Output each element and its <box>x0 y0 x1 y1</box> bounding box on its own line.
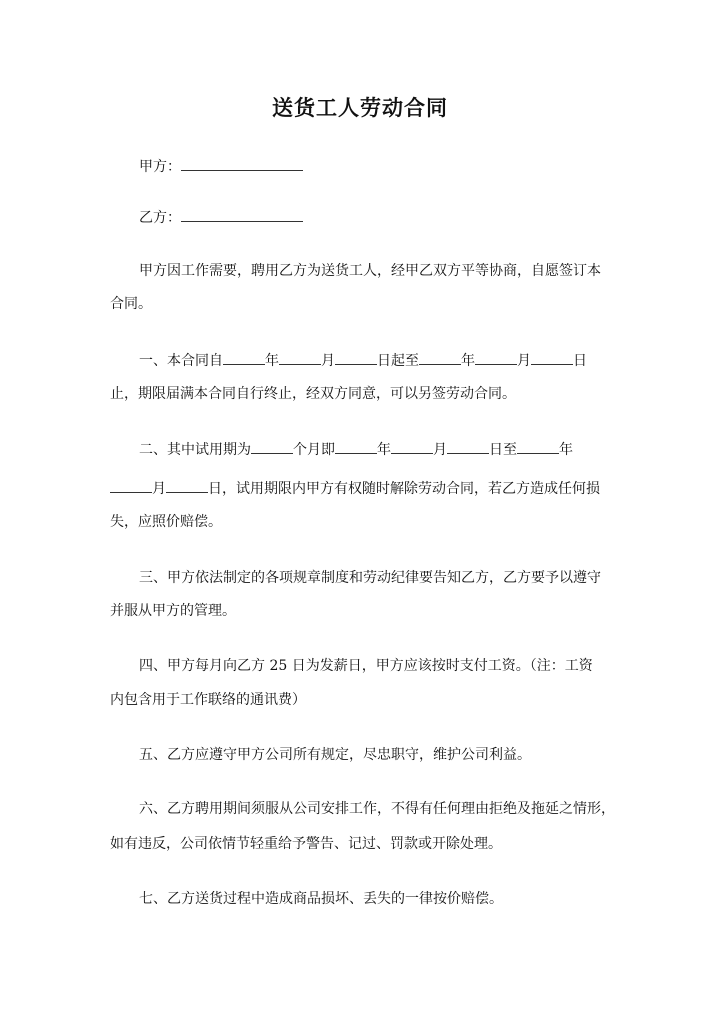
clause-4-line-2: 内包含用于工作联络的通讯费） <box>110 692 306 708</box>
clause-2-line-2 <box>110 478 600 499</box>
clause-2-text-a: 二、其中试用期为 <box>139 442 251 458</box>
intro-line-2: 合同。 <box>110 296 152 312</box>
clause-1-text-b: 年 <box>265 353 279 369</box>
clause-2-text-e: 日至 <box>489 442 517 458</box>
party-a-blank <box>181 156 303 171</box>
clause-2-text-f: 年 <box>559 442 573 458</box>
intro-line-1: 甲方因工作需要，聘用乙方为送货工人，经甲乙双方平等协商，自愿签订本 <box>139 263 601 279</box>
clause-2-blank-year-end <box>517 439 559 454</box>
clause-4-line-1: 四、甲方每月向乙方 25 日为发薪日，甲方应该按时支付工资。（注：工资 <box>139 658 593 674</box>
clause-6-line-2: 如有违反，公司依情节轻重给予警告、记过、罚款或开除处理。 <box>110 836 502 852</box>
clause-1-text-g: 日 <box>573 353 587 369</box>
clause-1-text-f: 月 <box>517 353 531 369</box>
clause-1-blank-year-start <box>223 350 265 365</box>
clause-2-text-g: 月 <box>152 481 166 497</box>
clause-2-blank-day-end <box>166 478 208 493</box>
clause-2-blank-months <box>251 439 293 454</box>
clause-2-text-b: 个月即 <box>293 442 335 458</box>
clause-2-text-h: 日，试用期限内甲方有权随时解除劳动合同，若乙方造成任何损 <box>208 481 600 497</box>
clause-7-line-1: 七、乙方送货过程中造成商品损坏、丢失的一律按价赔偿。 <box>139 891 503 907</box>
party-b-line <box>139 207 303 228</box>
clause-2-line-1 <box>139 439 573 460</box>
clause-1-blank-year-end <box>419 350 461 365</box>
clause-1-blank-month-end <box>475 350 517 365</box>
clause-1-text-e: 年 <box>461 353 475 369</box>
clause-1-line-2: 止，期限届满本合同自行终止，经双方同意，可以另签劳动合同。 <box>110 386 516 402</box>
clause-2-blank-day-start <box>447 439 489 454</box>
clause-2-blank-month-end <box>110 478 152 493</box>
clause-2-text-c: 年 <box>377 442 391 458</box>
party-a-line <box>139 156 303 177</box>
clause-2-blank-year-start <box>335 439 377 454</box>
clause-3-line-1: 三、甲方依法制定的各项规章制度和劳动纪律要告知乙方，乙方要予以遵守 <box>139 570 601 586</box>
clause-1-blank-day-end <box>531 350 573 365</box>
clause-5-line-1: 五、乙方应遵守甲方公司所有规定，尽忠职守，维护公司利益。 <box>139 747 531 763</box>
document-title: 送货工人劳动合同 <box>272 95 448 120</box>
clause-3-line-2: 并服从甲方的管理。 <box>110 603 236 619</box>
clause-1-blank-day-start <box>335 350 377 365</box>
clause-1-text-d: 日起至 <box>377 353 419 369</box>
party-a-label: 甲方： <box>139 159 181 175</box>
clause-1-text-c: 月 <box>321 353 335 369</box>
party-b-label: 乙方： <box>139 210 181 226</box>
clause-2-text-d: 月 <box>433 442 447 458</box>
clause-1-blank-month-start <box>279 350 321 365</box>
party-b-blank <box>181 207 303 222</box>
clause-1-line-1 <box>139 350 587 371</box>
clause-2-line-3: 失，应照价赔偿。 <box>110 514 222 530</box>
clause-6-line-1: 六、乙方聘用期间须服从公司安排工作，不得有任何理由拒绝及拖延之情形， <box>139 801 615 817</box>
clause-2-blank-month-start <box>391 439 433 454</box>
clause-1-text-a: 一、本合同自 <box>139 353 223 369</box>
